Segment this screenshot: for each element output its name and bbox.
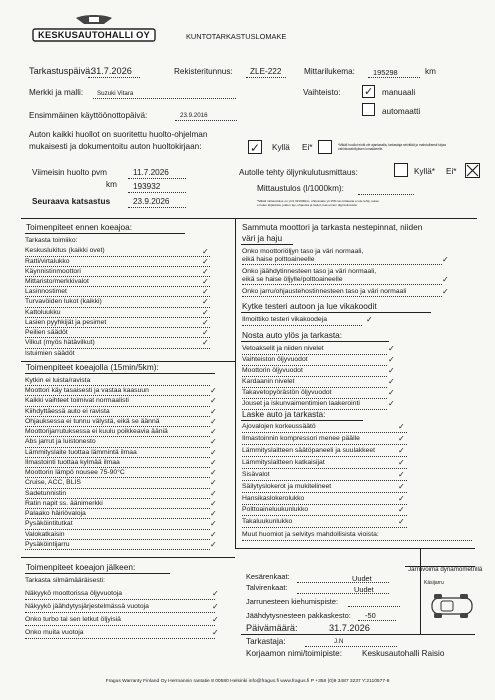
check-mark: ✓: [210, 437, 217, 446]
footer-text: Fragus Warranty Finland Oy Hermannin rantatie 8 00580 Helsinki info@fragus.fi www.fragus.fi P +358 (0)9 3487 3237 Y:2110577-8: [105, 679, 390, 684]
form-title: KUNTOTARKASTUSLOMAKE: [186, 32, 287, 41]
list-item: Takaluukunlukko: [242, 518, 293, 525]
service-no-label: Ei*: [302, 143, 313, 152]
winter-tyres-label: Talvirenkaat:: [246, 583, 288, 592]
check-mark: ✓: [212, 589, 219, 598]
tester-title: Kytke testeri autoon ja lue vikakoodit: [242, 301, 377, 311]
after-drive-title: Toimenpiteet koeajon jälkeen:: [26, 562, 136, 572]
check-mark: ✓: [398, 482, 405, 491]
gearbox-manual-box[interactable]: [362, 85, 375, 98]
check-mark: ✓: [202, 257, 209, 266]
gearbox-label: Vaihteisto:: [303, 88, 341, 97]
next-inspection-label: Seuraava katsastus: [32, 197, 111, 206]
list-item: Moottori käy tasaisesti ja vastaa kaasuun: [25, 387, 149, 394]
list-item: Moottorin öljyvuodot: [242, 367, 303, 374]
check-mark: ✓: [210, 386, 217, 395]
list-item: Lämmityslaite tuottaa lämmintä ilmaa: [25, 449, 137, 456]
reg-value: ZLE-222: [250, 67, 282, 76]
check-mark: ✓: [210, 499, 217, 508]
mileage-unit: km: [425, 67, 436, 76]
check-mark: ✓: [210, 519, 217, 528]
check-mark: ✓: [210, 489, 217, 498]
next-inspection-value: 23.9.2026: [133, 197, 170, 206]
list-item: Ilmastointi tuottaa kylmää ilmaa: [25, 459, 120, 466]
check-mark: ✓: [210, 427, 217, 436]
service-line-2: mukaisesti ja dokumentoitu auton huoltokirjaan:: [29, 142, 202, 151]
check-mark: ✓: [202, 318, 209, 327]
inspector-value: J.N: [334, 638, 344, 645]
list-item: Sisävalot: [242, 471, 270, 478]
list-item: Kytkin ei luista/ravista: [25, 377, 91, 384]
service-yes-box[interactable]: [248, 140, 262, 154]
list-item: Hansikaslokerolukko: [242, 495, 305, 502]
service-yes-label: Kyllä: [272, 143, 290, 152]
list-item: Ilmoittiko testeri vikakoodeja: [242, 316, 327, 323]
list-item: Vilkut (myös hätävilkut): [25, 339, 95, 346]
list-item: Keskuslukitus (kaikki ovet): [25, 247, 105, 254]
oil-measure-yes-box[interactable]: [394, 163, 408, 177]
last-service-date: 11.7.2026: [133, 168, 169, 177]
check-mark: ✓: [388, 344, 395, 353]
list-item: Käynnistinmoottori: [25, 268, 81, 275]
list-item: Kaikki vaihteet toimivat normaalisti: [25, 397, 129, 404]
oil-measure-no-box[interactable]: [465, 163, 480, 178]
list-item: Onko muita vuotoja: [25, 629, 84, 636]
check-mark: ✓: [202, 297, 209, 306]
check-mark: ✓: [388, 377, 395, 386]
list-item: Kattoluukku: [25, 309, 61, 316]
check-mark: ✓: [388, 355, 395, 364]
list-item: eikä haise polttoaineelle: [242, 256, 315, 263]
list-item: Vaihteiston öljyvuodot: [242, 356, 308, 363]
check-mark: ✓: [442, 287, 449, 296]
engine-title-2: väri ja haju: [242, 233, 283, 243]
list-item: Istuimien säädöt: [25, 350, 75, 357]
check-mark: ✓: [202, 247, 209, 256]
list-item: Turvavöiden lukot (kaikki): [25, 298, 102, 305]
check-mark: ✓: [202, 308, 209, 317]
check-mark: ✓: [202, 338, 209, 347]
list-item: Näkyykö jäähdytysjärjestelmässä vuotoja: [25, 603, 149, 610]
check-mark: ✓: [210, 417, 217, 426]
brake-dyno-title: Jarruvoima dynamometrillä: [408, 566, 483, 573]
gearbox-auto-box[interactable]: [362, 103, 375, 116]
first-reg-value: 23.9.2016: [180, 112, 208, 119]
make-label: Merkki ja malli:: [29, 88, 84, 97]
lift-title: Nosta auto ylös ja tarkasta:: [242, 330, 343, 340]
check-mark: ✓: [366, 315, 373, 324]
signoff-date-label: Päivämäärä:: [246, 623, 298, 633]
list-item: Lasinnostimet: [25, 288, 67, 295]
list-item: Pysäköintitutkat: [25, 520, 73, 527]
list-item: Ratin napit ss. äänimerkki: [25, 500, 103, 507]
list-item: Onko jarru/ohjaustehostinnesteen taso ja väri normaali: [242, 288, 407, 295]
list-item: Vetoakselit ja niiden nivelet: [242, 345, 324, 352]
check-mark: ✓: [398, 470, 405, 479]
list-item: Säilytyslokerot ja mukitelineet: [242, 483, 332, 490]
handbrake-label: Käsijarru: [424, 580, 444, 586]
check-mark: ✓: [210, 448, 217, 457]
check-mark: ✓: [398, 458, 405, 467]
oil-measure-label: Autolle tehty öljynkulutusmittaus:: [239, 168, 358, 177]
oil-note-1: *Mikäli mittaustulos on yli 0,3l/1000km, ohitusvaite yli 15% tai mittausta ei ole tehty, tekee: [257, 199, 380, 203]
list-item: Tarkasta silmämääräisesti:: [25, 577, 106, 584]
mileage-label: Mittarilukema:: [304, 67, 355, 76]
list-item: Valokatkaisin: [25, 531, 65, 538]
last-service-label: Viimeisin huolto pvm: [32, 168, 107, 177]
list-item: Moottorin lämpö nousee 75-90°C: [25, 469, 125, 476]
list-item: eikä se haise öljylle/polttoaineelle: [242, 276, 343, 283]
list-item: Ilmastoinnin kompressori menee päälle: [242, 435, 360, 442]
summer-tyres-value: Uudet: [352, 574, 372, 583]
shop-label: Korjaamon nimi/toimipiste:: [246, 649, 343, 658]
check-mark: ✓: [202, 277, 209, 286]
service-no-box[interactable]: [318, 140, 332, 154]
list-item: Sadetunnistin: [25, 490, 67, 497]
list-item: Ratti/virtalukko: [25, 258, 70, 265]
reg-label: Rekisteritunnus:: [174, 67, 233, 76]
first-reg-label: Ensimmäinen käyttöönottopäivä:: [29, 111, 148, 120]
check-mark: ✓: [210, 407, 217, 416]
check-mark: ✓: [398, 517, 405, 526]
test-drive-title: Toimenpiteet koeajolla (15min/5km):: [26, 362, 159, 372]
check-mark: ✓: [364, 86, 374, 98]
check-mark: ✓: [210, 478, 217, 487]
check-mark: ✓: [210, 468, 217, 477]
list-item: Onko jäähdytinnesteen taso ja väri normaali,: [242, 268, 377, 275]
winter-tyres-value: Uudet: [354, 585, 374, 594]
oil-measure-yes-label: Kyllä*: [414, 167, 435, 176]
check-mark: ✓: [398, 422, 405, 431]
list-item: Ajovalojen korkeussäätö: [242, 423, 316, 430]
list-item: Ohjauksessa ei tunnu välystä, eikä se äännä: [25, 418, 160, 425]
service-footnote: *Mikäli huollot eivät ole ajantasalla, tarkastaja selvittää ja mahdollisesti kirjaa vahinkoselvityksen lomakkeelle.: [338, 143, 446, 151]
list-item: Onko moottoriöljyn taso ja väri normaali,: [242, 248, 364, 255]
list-item: Kardaanin nivelet: [242, 378, 295, 385]
engine-title-1: Sammuta moottori ja tarkasta nestepinnat, niiden: [242, 222, 423, 232]
inspection-date: 31.7.2026: [91, 66, 132, 76]
check-mark: ✓: [398, 505, 405, 514]
list-item: Onko turbo tai sen letkut öljyisiä: [25, 616, 121, 623]
gearbox-manual-label: manuaali: [382, 88, 416, 97]
list-item: Näkyykö moottorissa öljyvuotoja: [25, 590, 123, 597]
oil-measure-no-label: Ei*: [446, 167, 457, 176]
list-item: Polttoaineluukunlukko: [242, 506, 309, 513]
inspector-label: Tarkastaja:: [246, 637, 286, 646]
check-mark: ✓: [210, 540, 217, 549]
mileage-value: 195298: [373, 68, 398, 77]
list-item: Pysäköintijarru: [25, 541, 70, 548]
check-mark: ✓: [388, 366, 395, 375]
check-mark: ✓: [212, 602, 219, 611]
car-diagram-icon: [426, 590, 478, 622]
list-item: Takavetopyörästön öljyvuodot: [242, 389, 332, 396]
make-value: Suzuki Vitara: [97, 90, 134, 97]
before-drive-title: Toimenpiteet ennen koeajoa:: [26, 222, 133, 232]
list-item: Peilien säädöt: [25, 329, 68, 336]
check-mark: ✓: [442, 255, 449, 264]
list-item: Mittaristo/merkkivalot: [25, 278, 89, 285]
inspection-date-label: Tarkastuspäivä:: [29, 66, 93, 76]
list-item: Palaako häiriövaloja: [25, 510, 86, 517]
summer-tyres-label: Kesärenkaat:: [246, 572, 290, 581]
brake-fluid-label: Jarrunesteen kiehumispiste:: [246, 597, 339, 606]
check-mark: ✓: [210, 396, 217, 405]
check-mark: ✓: [388, 399, 395, 408]
list-item: Lämmityslaitteen säätöpaneeli ja suulakkeet: [242, 447, 375, 454]
list-item: Lämmityslaitteen katkaisijat: [242, 459, 325, 466]
check-mark: ✓: [202, 267, 209, 276]
list-item: Abs jarrut ja luistonesto: [25, 438, 96, 445]
company-logo: [32, 15, 156, 45]
list-item: Tarkasta toimiiko:: [25, 237, 78, 244]
check-mark: ✓: [442, 275, 449, 284]
check-mark: ✓: [212, 615, 219, 624]
signoff-date-value: 31.7.2026: [329, 623, 370, 633]
list-item: Jouset ja iskunvaimentimien laakerointi: [242, 400, 360, 407]
service-line-1: Auton kaikki huollot on suoritettu huolto-ohjelman: [29, 130, 208, 139]
check-mark: ✓: [210, 458, 217, 467]
oil-note-2: ei tulee kirjauksia, joiden ajo, ohjausta ja tiedot ovat ennen öljynkulutusta.: [257, 203, 358, 207]
check-mark: ✓: [398, 494, 405, 503]
shop-value: Keskusautohalli Raisio: [362, 649, 445, 658]
check-mark: ✓: [212, 628, 219, 637]
list-item: Lasien pyyhkijät ja pesimet: [25, 319, 107, 326]
coolant-value: -50: [365, 611, 376, 620]
check-mark: ✓: [202, 287, 209, 296]
logo-text: KESKUSAUTOHALLI OY: [38, 30, 150, 40]
check-mark: ✓: [210, 530, 217, 539]
last-service-km-label: km: [106, 180, 117, 189]
check-mark: ✓: [388, 388, 395, 397]
list-item: Moottorijarrutuksessa ei kuulu poikkeavia ääniä: [25, 428, 168, 435]
check-mark: ✓: [210, 509, 217, 518]
list-item: Cruise, ACC, BLIS: [25, 479, 81, 486]
check-mark: ✓: [250, 141, 261, 155]
list-item: Kiihdyttäessä auto ei ravista: [25, 408, 110, 415]
lower-title: Laske auto ja tarkasta:: [242, 409, 326, 419]
check-mark: ✓: [398, 434, 405, 443]
gearbox-auto-label: automaatti: [382, 107, 421, 116]
oil-consumption-label: Mittaustulos (l/1000km):: [257, 184, 344, 193]
check-mark: ✓: [202, 328, 209, 337]
check-mark: ✓: [398, 446, 405, 455]
notes-label: Muut huomiot ja selvitys mahdollisista vioista:: [242, 531, 379, 538]
coolant-label: Jäähdytysnesteen pakkaskesto:: [246, 611, 351, 620]
last-service-km: 193932: [133, 182, 161, 191]
